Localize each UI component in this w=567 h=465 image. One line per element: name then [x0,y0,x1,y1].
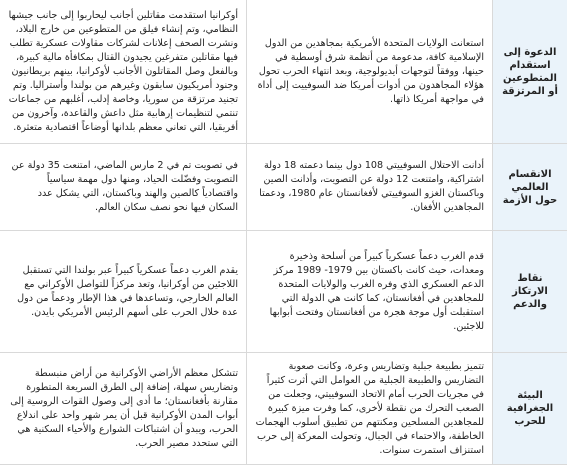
afghanistan-text: أدانت الاحتلال السوفييتي 108 دول بينما دعمته 18 دولة اشتراكية، وامتنعت 12 دولة عن التصويت، وأدانت الصين وباكستان الغزو السوفييتي لأفغانستان عام 1980، ودعمتا المجاهدين الأفغان. [259,160,484,213]
row-label-text: البيئة الجغرافية للحرب [506,390,554,427]
afghanistan-text: قدم الغرب دعماً عسكرياً كبيراً من أسلحة وذخيرة ومعدات، حيث كانت باكستان بين 1979- 1989 مركز الدعم العسكري الذي وفره الغرب والولايات المتحدة للمجاهدين في أفغانستان، كما كانت هي الدولة التي استقبلت أول موجة هجرة من أفغانستان وفتحت أبوابها للاجئين. [269,250,484,332]
row-label [492,0,567,143]
table-row [0,144,567,231]
table-row [0,231,567,353]
row-label [492,353,567,464]
afghanistan-text: تتميز بطبيعة جبلية وتضاريس وعرة، وكانت صعوبة التضاريس والطبيعة الجبلية من العوامل التي أثرت كثيراً في مجريات الحرب أمام الاتحاد السوفييتي، وجعلت من الصعب التحرك من نقطة لأخرى، كما وفرت ميزة كبيرة للمجاهدين المسلحين ومكنتهم من تطبيق أسلوب الهجمات الخاطفة، والاحتماء في الجبال، وتحولت المعركة إلى حرب استنزاف استمرت سنوات. [255,360,484,456]
table-row [0,353,567,465]
afghanistan-cell [246,231,492,352]
row-label [492,144,567,230]
ukraine-text: تتشكل معظم الأراضي الأوكرانية من أراض منبسطة وتضاريس سهلة، إضافة إلى الطرق السريعة المتطورة مقارنة بأفغانستان؛ ما أدى إلى وصول القوات الروسية إلى أبواب المدن الأوكرانية قبل أن يمر شهر واحد على اندلاع الحرب، ويبدو أن اشتباكات الشوارع والأحياء السكنية هي التي ستحدد مصير الحرب. [10,367,238,449]
ukraine-text: في تصويت تم في 2 مارس الماضي، امتنعت 35 دولة عن التصويت وفضّلت الحياد، ومنها دول مهمة سياسياً واقتصادياً كالصين والهند وباكستان، التي يشكل عدد السكان فيها نحو نصف سكان العالم. [11,160,238,213]
table-row [0,0,567,144]
ukraine-cell [0,353,246,464]
ukraine-cell [0,0,246,143]
afghanistan-text: استعانت الولايات المتحدة الأمريكية بمجاهدين من الدول الإسلامية كافة، مدعومة من أنظمة شرق أوسطية في حينها، ووفقاً لتوجهات أيديولوجية، وبعد انتهاء الحرب تحول هؤلاء المجاهدون من أدوات أمريكا ضد السوفييت إلى أداة في مواجهة أمريكا ذاتها. [257,37,484,105]
afghanistan-cell [246,144,492,230]
row-label-text: نقاط الارتكاز والدعم [512,273,548,310]
row-label [492,231,567,352]
ukraine-text: أوكرانيا استقدمت مقاتلين أجانب ليحاربوا إلى جانب جيشها النظامي، وتم إنشاء فيلق من المتطوعين من خارج البلاد، ونشرت الصحف إعلانات لشركات مقاولات عسكرية تطلب فيها مقاتلين متفرغين يجيدون القتال بمكافأة مالية كبيرة، وبالفعل وصل المقاتلون الأجانب لأوكرانيا، بينهم بريطانيون وجنود أمريكيون سابقون وغيرهم من بولندا وأستراليا. وتم تجنيد مرتزقة من سوريا، وخاصة إدلب، أغلبهم من جماعات تنتمي لتنظيمات إرهابية مثل داعش والقاعدة، وآخرون من أفريقيا، التي تعاني معظم بلدانها أوضاعاً اقتصادية متعثرة. [8,9,238,133]
afghanistan-cell [246,353,492,464]
ukraine-cell [0,231,246,352]
row-label-text: الانقسام العالمي حول الأزمة [502,168,558,206]
row-label-text: الدعوة إلى استقدام المتطوعين أو المرتزقة [502,46,558,97]
afghanistan-cell [246,0,492,143]
ukraine-text: يقدم الغرب دعماً عسكرياً كبيراً عبر بولندا التي تستقبل اللاجئين من أوكرانيا، وتعد مركزاً للتواصل الأوكراني مع العالم الخارجي، وتساعدها في هذا الإطار ودعماً من دول عدة خلال الحرب على أسهم الرئيس الأمريكي بايدن. [17,264,238,318]
ukraine-cell [0,144,246,230]
